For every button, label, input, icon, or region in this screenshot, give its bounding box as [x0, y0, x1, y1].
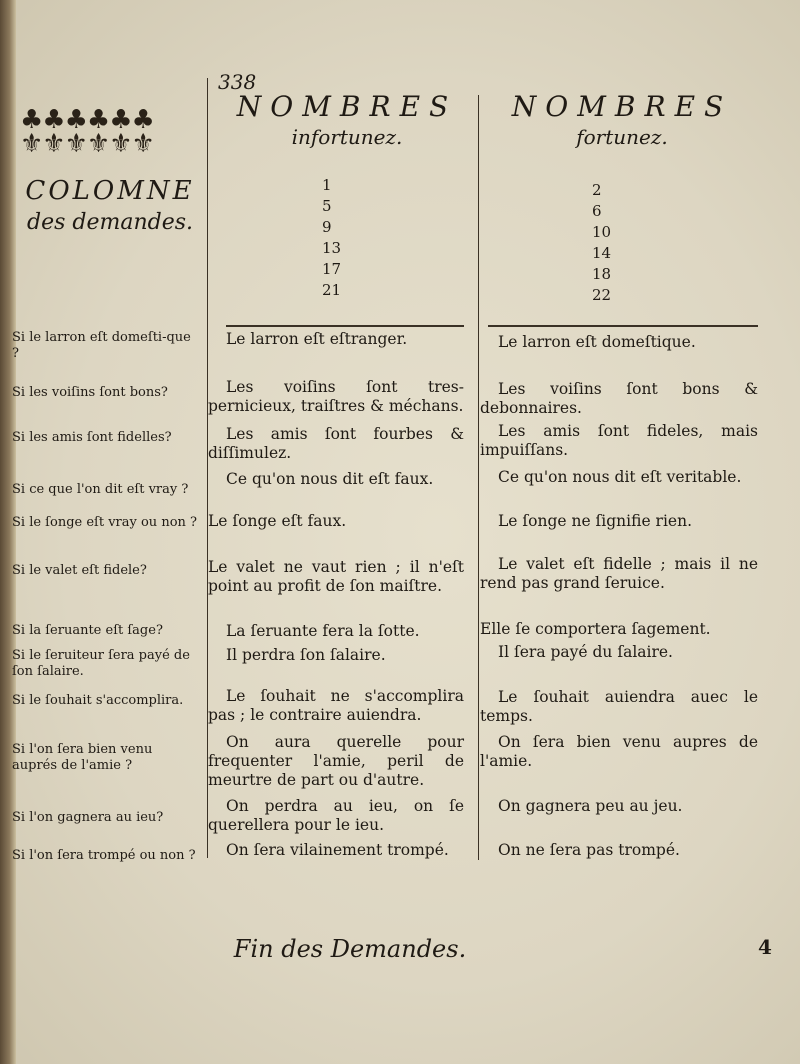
answer-text: Les amis ſont fideles, mais impuiſſans. [480, 422, 758, 459]
fortunate-column-heading [492, 90, 752, 149]
answer-text: Ce qu'on nous dit eſt faux. [226, 470, 434, 488]
fortunate-answer [480, 555, 758, 593]
unfortunate-answer [208, 841, 464, 860]
fortunate-answer [480, 620, 758, 639]
fortunate-column-subtitle: fortunez. [576, 125, 668, 149]
question-text: Si le ſonge eſt vray ou non ? [12, 515, 197, 530]
question-text: Si les voiſins ſont bons? [12, 385, 168, 400]
book-spine [0, 0, 16, 1064]
number-item: 9 [322, 218, 332, 236]
header-rule-left [226, 325, 464, 327]
answer-text: On ſera bien venu aupres de l'amie. [480, 733, 758, 770]
question-text: Si le ſeruiteur ſera payé de ſon ſalaire. [12, 648, 190, 679]
answer-text: On ſera vilainement trompé. [226, 841, 449, 859]
answer-text: Le larron eſt domeſtique. [498, 333, 696, 351]
number-item: 2 [592, 181, 602, 199]
unfortunate-column-title: NOMBRES [236, 90, 458, 123]
unfortunate-answer [208, 470, 464, 489]
question-text: Si l'on ſera bien venu auprés de l'amie ? [12, 742, 153, 773]
answer-text: On gagnera peu au jeu. [498, 797, 683, 815]
number-item: 1 [322, 176, 332, 194]
unfortunate-answer [208, 622, 464, 641]
fortunate-answer [480, 422, 758, 460]
answer-text: La ſeruante fera la ſotte. [226, 622, 420, 640]
question-text: Si le larron eſt domeſti-que ? [12, 330, 191, 361]
header-rule-right [488, 325, 758, 327]
questions-column-heading [20, 176, 200, 235]
answer-text: On aura querelle pour frequenter l'amie, peril de meurtre de part ou d'autre. [208, 733, 464, 789]
answer-text: Le ſonge ne ſignifie rien. [498, 512, 692, 530]
unfortunate-answer [208, 646, 464, 665]
fortunate-answer [480, 797, 758, 816]
unfortunate-answer [208, 733, 464, 790]
fortunate-answer [480, 643, 758, 662]
questions-column-title: COLOMNE [25, 176, 195, 206]
question-text: Si la ſeruante eſt ſage? [12, 623, 163, 638]
unfortunate-column-subtitle: infortunez. [291, 125, 403, 149]
question-text: Si l'on gagnera au ieu? [12, 810, 164, 825]
column-rule-middle [478, 95, 479, 860]
fortunate-answer [480, 841, 758, 860]
number-item: 21 [322, 281, 342, 299]
number-item: 5 [322, 197, 332, 215]
number-item: 14 [592, 244, 612, 262]
answer-text: Elle ſe comportera ſagement. [480, 620, 711, 638]
answer-text: Il ſera payé du ſalaire. [498, 643, 673, 661]
answer-text: Le valet ne vaut rien ; il n'eſt point au profit de ſon maiſtre. [208, 558, 464, 595]
answer-text: Les voiſins ſont tres-pernicieux, traiſtres & méchans. [208, 378, 464, 415]
questions-column-subtitle: des demandes. [26, 210, 194, 235]
question-text: Si le ſouhait s'accomplira. [12, 693, 184, 708]
answer-text: Les amis ſont fourbes & diſſimulez. [208, 425, 464, 462]
answer-text: Le ſouhait auiendra auec le temps. [480, 688, 758, 725]
answer-text: Le larron eſt eſtranger. [226, 330, 408, 348]
answer-text: Le valet eſt fidelle ; mais il ne rend pas grand ſeruice. [480, 555, 758, 592]
answer-text: Les voiſins ſont bons & debonnaires. [480, 380, 758, 417]
number-item: 17 [322, 260, 342, 278]
question-text: Si ce que l'on dit eſt vray ? [12, 482, 189, 497]
fleuron-ornament: ♣♣♣♣♣♣ ⚜⚜⚜⚜⚜⚜ [20, 105, 154, 159]
fortunate-column-title: NOMBRES [511, 90, 733, 123]
answer-text: Le ſonge eſt faux. [208, 512, 347, 530]
page-number: 338 [218, 70, 257, 94]
unfortunate-answer [208, 378, 464, 416]
question-text: Si les amis ſont fidelles? [12, 430, 172, 445]
fortunate-answer [480, 688, 758, 726]
number-item: 22 [592, 286, 612, 304]
question-text: Si l'on ſera trompé ou non ? [12, 848, 196, 863]
answer-text: Il perdra ſon ſalaire. [226, 646, 386, 664]
number-item: 13 [322, 239, 342, 257]
question-text: Si le valet eſt fidele? [12, 563, 147, 578]
answer-text: Ce qu'on nous dit eſt veritable. [498, 468, 742, 486]
unfortunate-answer [208, 330, 464, 349]
unfortunate-answer [208, 687, 464, 725]
number-item: 10 [592, 223, 612, 241]
answer-text: On ne ſera pas trompé. [498, 841, 680, 859]
number-item: 6 [592, 202, 602, 220]
answer-text: On perdra au ieu, on ſe querellera pour le ieu. [208, 797, 464, 834]
fortunate-numbers [592, 180, 611, 306]
number-item: 18 [592, 265, 612, 283]
fortunate-answer [480, 380, 758, 418]
unfortunate-answer [208, 512, 464, 531]
unfortunate-answer [208, 425, 464, 463]
signature-mark: 4 [758, 935, 772, 959]
answer-text: Le ſouhait ne s'accomplira pas ; le contraire auiendra. [208, 687, 464, 724]
end-caption: Fin des Demandes. [233, 935, 467, 963]
unfortunate-numbers [322, 175, 341, 301]
fortunate-answer [480, 512, 758, 531]
unfortunate-column-heading [222, 90, 472, 149]
fortunate-answer [480, 733, 758, 771]
fortunate-answer [480, 333, 758, 352]
fortunate-answer [480, 468, 758, 487]
unfortunate-answer [208, 797, 464, 835]
unfortunate-answer [208, 558, 464, 596]
